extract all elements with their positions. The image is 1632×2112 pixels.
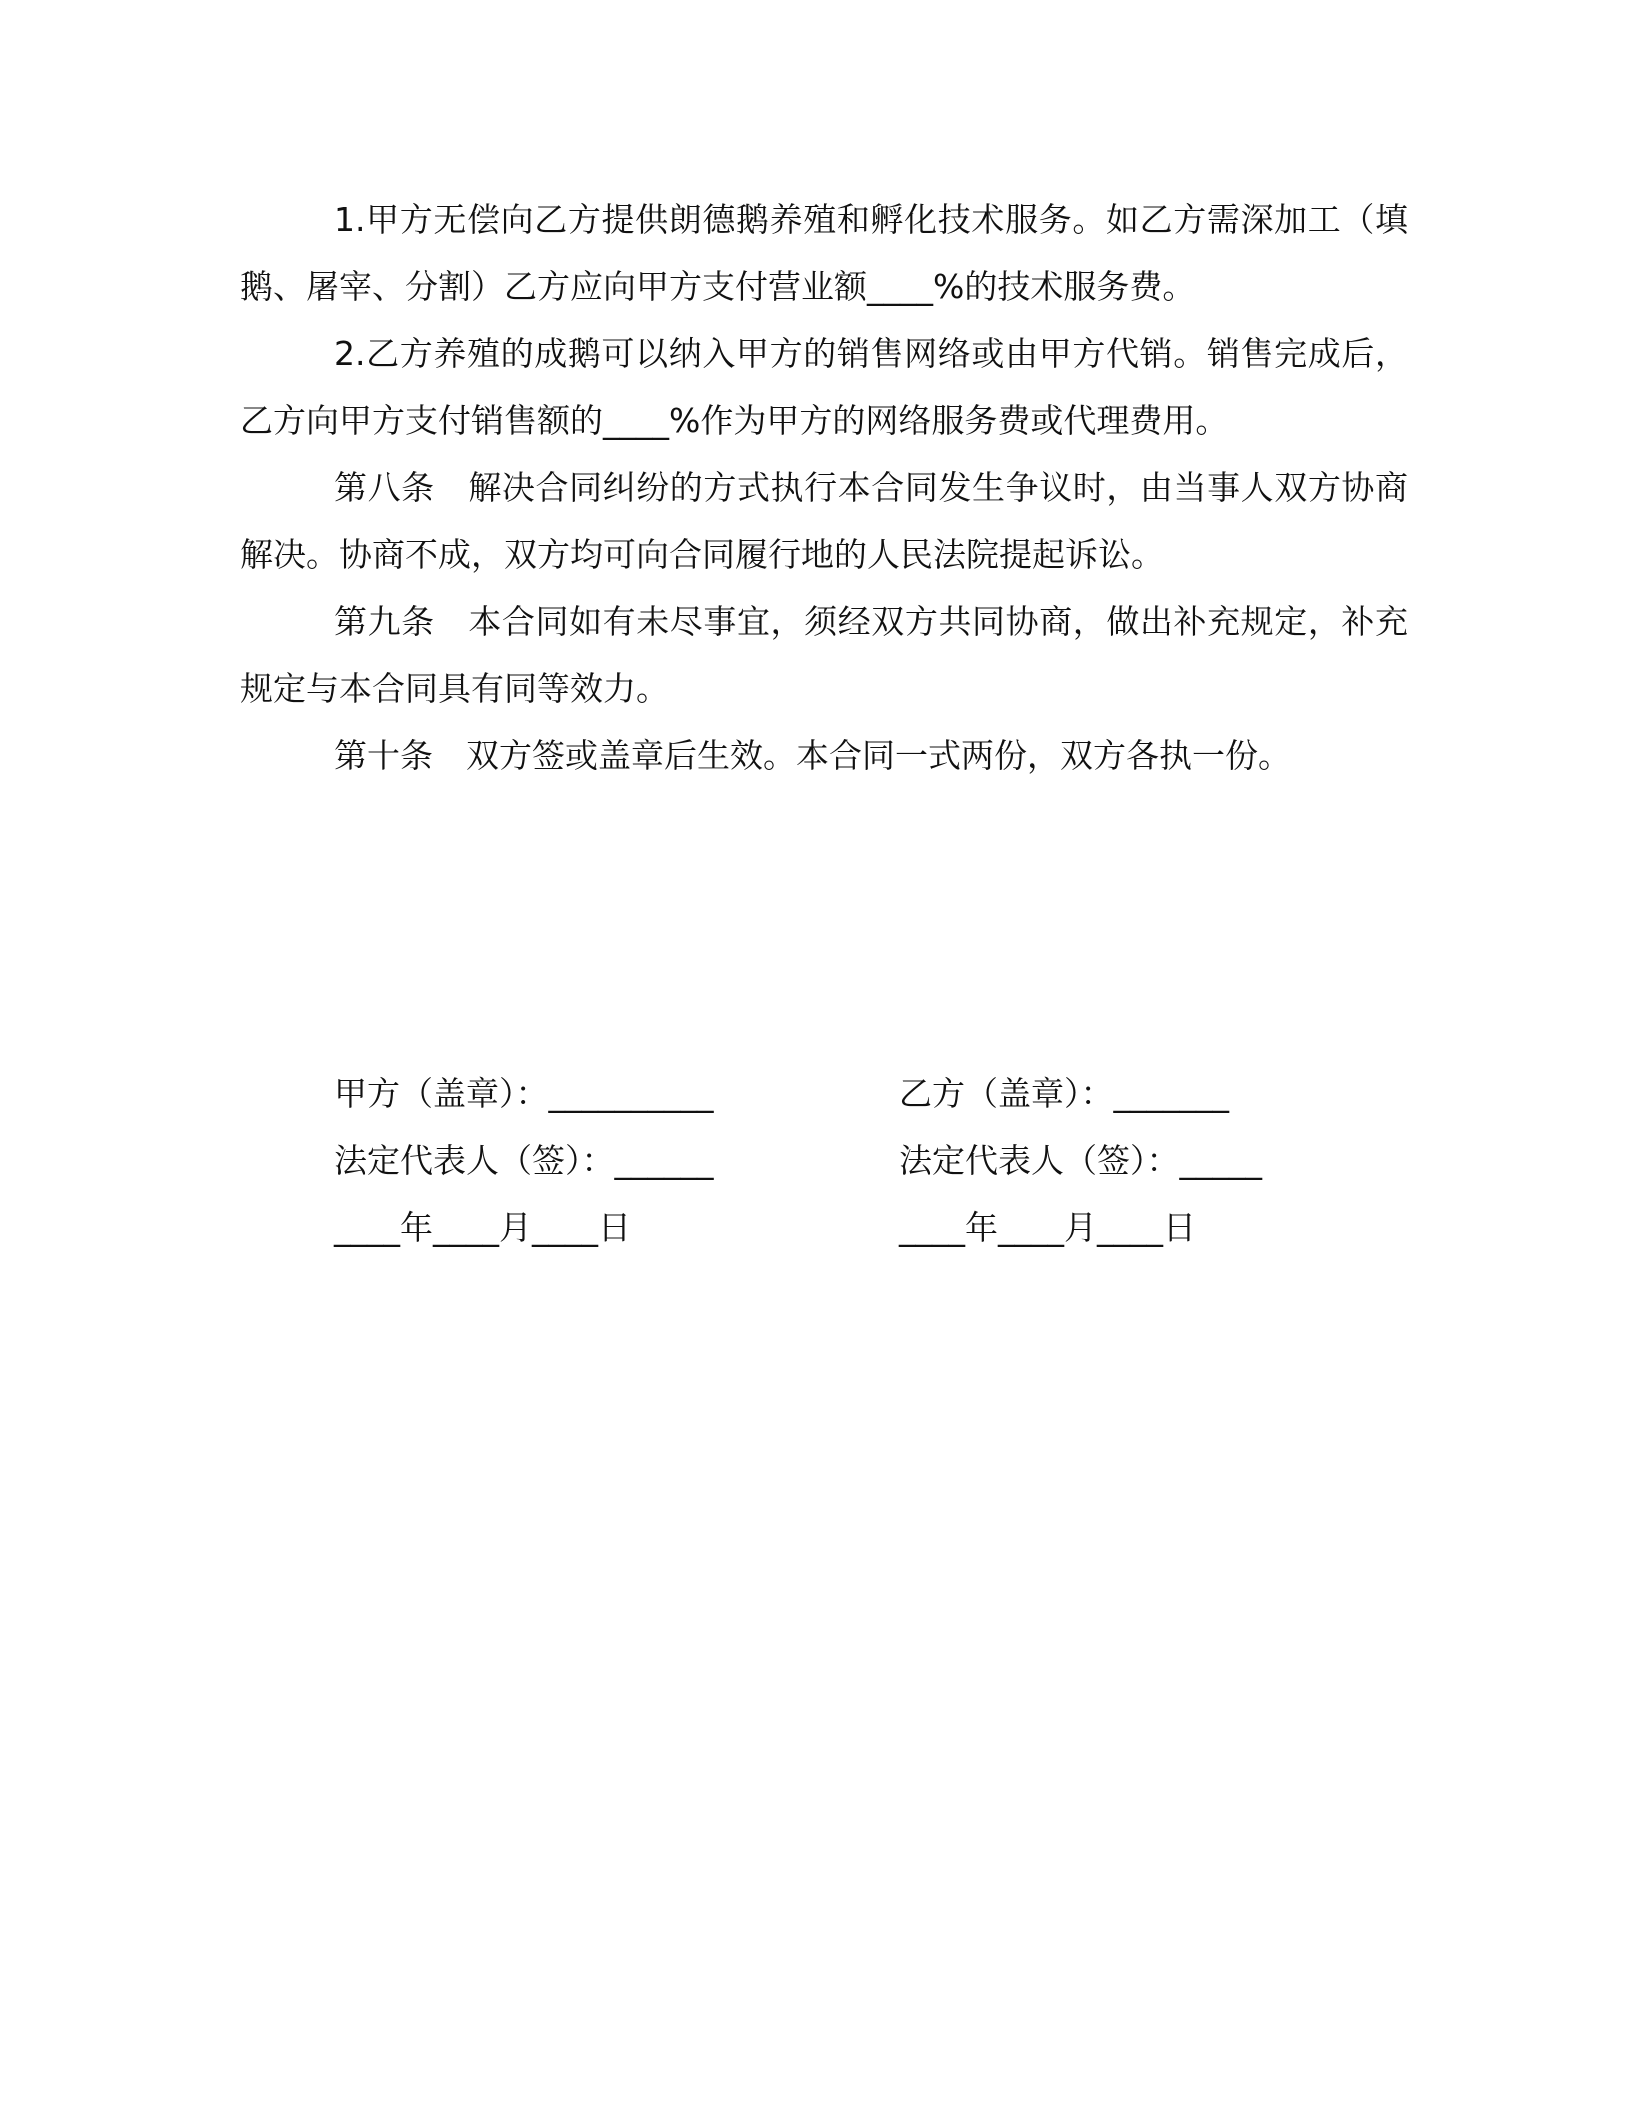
party-b-date-line: ____年____月____日 — [899, 1208, 1196, 1247]
party-b-representative-line: 法定代表人（签）：_____ — [899, 1141, 1262, 1180]
clause-sales-network: 2.乙方养殖的成鹅可以纳入甲方的销售网络或由甲方代销。销售完成后，乙方向甲方支付销售额的____%作为甲方的网络服务费或代理费用。 — [240, 334, 1408, 440]
party-a-date-line: ____年____月____日 — [334, 1208, 631, 1247]
seal-row — [334, 1058, 1374, 1125]
party-b-seal-line: 乙方（盖章）：_______ — [899, 1074, 1229, 1113]
date-row — [334, 1192, 1374, 1259]
party-a-seal-line: 甲方（盖章）：__________ — [334, 1074, 714, 1113]
contract-body — [240, 186, 1408, 789]
article-8-dispute-resolution: 第八条 解决合同纠纷的方式执行本合同发生争议时，由当事人双方协商解决。协商不成，双方均可向合同履行地的人民法院提起诉讼。 — [240, 468, 1408, 574]
signature-block — [334, 1058, 1374, 1259]
representative-row — [334, 1125, 1374, 1192]
party-a-representative-line: 法定代表人（签）：______ — [334, 1141, 714, 1180]
article-10-effectiveness: 第十条 双方签或盖章后生效。本合同一式两份，双方各执一份。 — [334, 736, 1291, 775]
clause-technical-service: 1.甲方无偿向乙方提供朗德鹅养殖和孵化技术服务。如乙方需深加工（填鹅、屠宰、分割）乙方应向甲方支付营业额____%的技术服务费。 — [240, 200, 1408, 306]
article-9-supplementary: 第九条 本合同如有未尽事宜，须经双方共同协商，做出补充规定，补充规定与本合同具有同等效力。 — [240, 602, 1408, 708]
